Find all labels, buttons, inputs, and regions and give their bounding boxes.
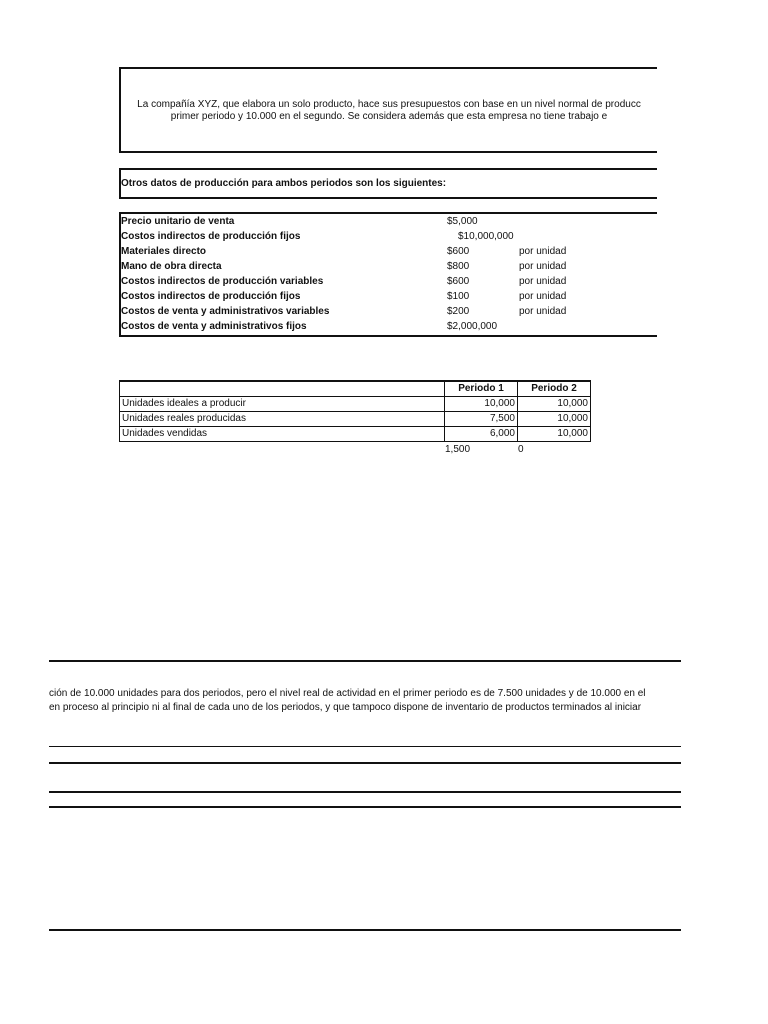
divider-line [49,791,681,793]
row-periodo-2: 10,000 [518,427,591,442]
data-label: Mano de obra directa [121,261,222,272]
production-data-list [119,212,657,337]
data-row [121,291,657,306]
row-periodo-1: 10,000 [445,397,518,412]
row-periodo-1: 7,500 [445,412,518,427]
data-row [121,306,657,321]
data-value: $100 [447,291,470,302]
data-label: Costos de venta y administrativos variables [121,306,330,317]
data-row [121,216,657,231]
table-row [120,397,591,412]
data-row [121,321,657,336]
otros-datos-box [119,168,657,199]
data-value: $10,000,000 [458,231,514,242]
below-table-periodo-2: 0 [518,444,524,455]
data-unit: por unidad [519,306,567,317]
table-header-row [120,381,591,397]
data-value: $600 [447,276,470,287]
data-label: Costos de venta y administrativos fijos [121,321,307,332]
row-label: Unidades vendidas [120,427,445,442]
data-value: $800 [447,261,470,272]
data-row [121,276,657,291]
row-periodo-2: 10,000 [518,412,591,427]
data-unit: por unidad [519,261,567,272]
data-label: Costos indirectos de producción variables [121,276,324,287]
data-unit: por unidad [519,276,567,287]
intro-box [119,67,657,153]
table-row [120,412,591,427]
row-label: Unidades ideales a producir [120,397,445,412]
below-table-periodo-1: 1,500 [445,444,471,455]
otros-datos-heading: Otros datos de producción para ambos periodos son los siguientes: [121,178,447,189]
data-unit: por unidad [519,291,567,302]
period-table [119,380,591,442]
data-row [121,231,657,246]
table-header-blank [120,381,445,397]
divider-line [49,806,681,808]
data-row [121,246,657,261]
data-label: Materiales directo [121,246,207,257]
data-unit: por unidad [519,246,567,257]
row-label: Unidades reales producidas [120,412,445,427]
data-row [121,261,657,276]
table-header-periodo-2: Periodo 2 [518,381,591,397]
divider-line [49,660,681,662]
divider-line [49,746,681,747]
intro-line-1: La compañía XYZ, que elabora un solo producto, hace sus presupuestos con base en un nivel normal de producc [137,99,641,110]
table-header-periodo-1: Periodo 1 [445,381,518,397]
data-label: Costos indirectos de producción fijos [121,231,301,242]
data-label: Costos indirectos de producción fijos [121,291,301,302]
divider-line [49,762,681,764]
data-value: $5,000 [447,216,478,227]
row-periodo-1: 6,000 [445,427,518,442]
data-value: $200 [447,306,470,317]
divider-line [49,929,681,931]
row-periodo-2: 10,000 [518,397,591,412]
continued-line-1: ción de 10.000 unidades para dos periodos, pero el nivel real de actividad en el primer periodo es de 7.500 unidades y de 10.000 en el [49,688,646,699]
intro-line-2: primer periodo y 10.000 en el segundo. Se considera además que esta empresa no tiene trabajo e [170,111,608,122]
continued-line-2: en proceso al principio ni al final de cada uno de los periodos, y que tampoco dispone de inventario de productos terminados al iniciar [49,702,642,713]
data-value: $2,000,000 [447,321,498,332]
data-label: Precio unitario de venta [121,216,235,227]
table-row [120,427,591,442]
data-value: $600 [447,246,470,257]
